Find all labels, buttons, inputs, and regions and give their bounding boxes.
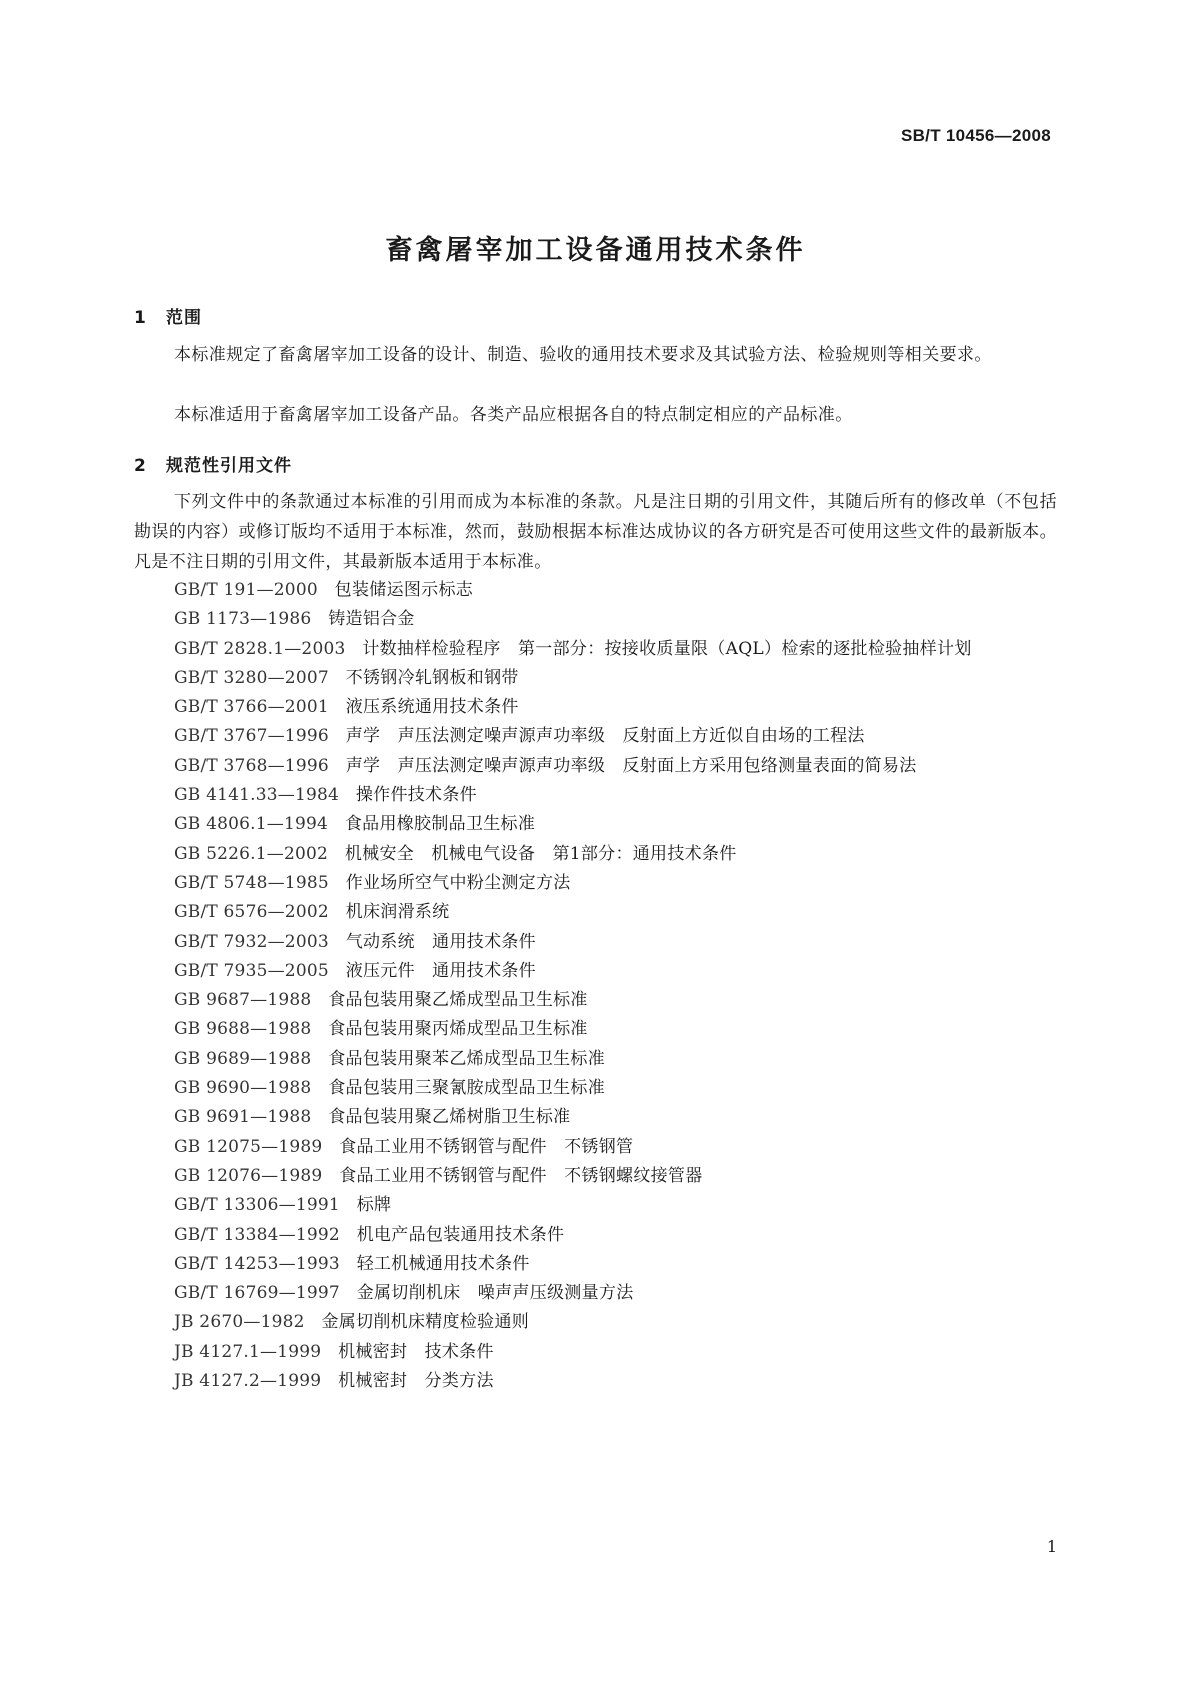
- reference-title: 作业场所空气中粉尘测定方法: [345, 872, 571, 893]
- reference-code: GB/T 14253—1993: [174, 1253, 340, 1274]
- reference-code: GB/T 3767—1996: [174, 726, 329, 747]
- reference-title: 金属切削机床精度检验通则: [321, 1312, 530, 1333]
- reference-item: [134, 1162, 1057, 1191]
- section-number: 1: [134, 308, 147, 328]
- reference-title: 液压系统通用技术条件: [345, 697, 519, 718]
- reference-code: GB/T 5748—1985: [174, 872, 329, 893]
- reference-code: GB/T 7935—2005: [174, 960, 329, 981]
- reference-item: [134, 928, 1057, 957]
- reference-title: 食品用橡胶制品卫生标准: [344, 814, 536, 835]
- reference-title: 不锈钢冷轧钢板和钢带: [345, 667, 519, 688]
- reference-item: [134, 664, 1057, 693]
- reference-title: 计数抽样检验程序 第一部分：按接收质量限（AQL）检索的逐批检验抽样计划: [362, 638, 972, 659]
- reference-item: [134, 1191, 1057, 1220]
- reference-code: JB 4127.1—1999: [174, 1341, 322, 1362]
- reference-item: [134, 722, 1057, 751]
- reference-item: [134, 1133, 1057, 1162]
- scope-paragraph: 本标准适用于畜禽屠宰加工设备产品。各类产品应根据各自的特点制定相应的产品标准。: [174, 405, 853, 425]
- reference-code: GB 5226.1—2002: [174, 843, 329, 864]
- scope-paragraph: 本标准规定了畜禽屠宰加工设备的设计、制造、验收的通用技术要求及其试验方法、检验规则等相关要求。: [174, 345, 992, 365]
- reference-item: [134, 1015, 1057, 1044]
- reference-item: [134, 840, 1057, 869]
- reference-code: GB/T 13306—1991: [174, 1195, 340, 1216]
- reference-item: [134, 605, 1057, 634]
- reference-item: [134, 810, 1057, 839]
- reference-list: [134, 576, 1057, 1396]
- reference-code: GB/T 3768—1996: [174, 755, 329, 776]
- section-title: 规范性引用文件: [166, 456, 292, 476]
- reference-code: GB 9688—1988: [174, 1019, 312, 1040]
- reference-title: 标牌: [356, 1195, 392, 1216]
- reference-code: GB/T 7932—2003: [174, 931, 329, 952]
- reference-code: GB/T 3280—2007: [174, 667, 329, 688]
- reference-code: GB 9689—1988: [174, 1048, 312, 1069]
- reference-code: GB 9691—1988: [174, 1107, 312, 1128]
- reference-title: 机电产品包装通用技术条件: [356, 1224, 565, 1245]
- reference-code: GB/T 13384—1992: [174, 1224, 340, 1245]
- reference-title: 液压元件 通用技术条件: [345, 960, 536, 981]
- reference-code: GB 12075—1989: [174, 1136, 323, 1157]
- page-number: 1: [1046, 1537, 1057, 1556]
- reference-title: 食品工业用不锈钢管与配件 不锈钢螺纹接管器: [339, 1165, 703, 1186]
- reference-title: 食品包装用聚乙烯树脂卫生标准: [328, 1107, 571, 1128]
- document-title: 畜禽屠宰加工设备通用技术条件: [385, 235, 806, 266]
- reference-item: [134, 1367, 1057, 1396]
- reference-code: GB/T 6576—2002: [174, 902, 329, 923]
- reference-title: 气动系统 通用技术条件: [345, 931, 536, 952]
- reference-title: 机械密封 分类方法: [338, 1371, 494, 1392]
- reference-item: [134, 752, 1057, 781]
- reference-item: [134, 986, 1057, 1015]
- reference-title: 机械安全 机械电气设备 第1部分：通用技术条件: [344, 843, 737, 864]
- reference-item: [134, 869, 1057, 898]
- section-title: 范围: [166, 308, 202, 328]
- reference-code: JB 4127.2—1999: [174, 1371, 322, 1392]
- reference-title: 金属切削机床 噪声声压级测量方法: [356, 1283, 634, 1304]
- references-intro: 下列文件中的条款通过本标准的引用而成为本标准的条款。凡是注日期的引用文件，其随后所有的修改单（不包括勘误的内容）或修订版均不适用于本标准，然而，鼓励根据本标准达成协议的各方研究是否可使用这些文件的最新版本。凡是不注日期的引用文件，其最新版本适用于本标准。: [134, 492, 1057, 572]
- reference-item: [134, 1308, 1057, 1337]
- section-heading-scope: [134, 303, 202, 328]
- reference-item: [134, 635, 1057, 664]
- reference-code: GB/T 2828.1—2003: [174, 638, 346, 659]
- reference-code: GB 1173—1986: [174, 609, 312, 630]
- reference-title: 食品包装用聚乙烯成型品卫生标准: [328, 990, 588, 1011]
- standard-code: SB/T 10456—2008: [900, 126, 1051, 145]
- reference-item: [134, 1338, 1057, 1367]
- reference-code: GB/T 16769—1997: [174, 1283, 340, 1304]
- reference-code: GB 4141.33—1984: [174, 785, 340, 806]
- reference-item: [134, 1074, 1057, 1103]
- reference-item: [134, 1279, 1057, 1308]
- reference-title: 轻工机械通用技术条件: [356, 1253, 530, 1274]
- reference-item: [134, 1045, 1057, 1074]
- reference-item: [134, 898, 1057, 927]
- reference-code: GB 4806.1—1994: [174, 814, 329, 835]
- reference-code: GB 9687—1988: [174, 990, 312, 1011]
- reference-title: 食品包装用聚苯乙烯成型品卫生标准: [328, 1048, 606, 1069]
- reference-title: 食品工业用不锈钢管与配件 不锈钢管: [339, 1136, 634, 1157]
- reference-title: 机械密封 技术条件: [338, 1341, 494, 1362]
- reference-item: [134, 1250, 1057, 1279]
- reference-title: 机床润滑系统: [345, 902, 450, 923]
- reference-item: [134, 1221, 1057, 1250]
- reference-item: [134, 1103, 1057, 1132]
- reference-title: 食品包装用聚丙烯成型品卫生标准: [328, 1019, 588, 1040]
- reference-code: GB/T 3766—2001: [174, 697, 329, 718]
- reference-title: 操作件技术条件: [355, 785, 477, 806]
- reference-title: 声学 声压法测定噪声源声功率级 反射面上方近似自由场的工程法: [345, 726, 865, 747]
- section-number: 2: [134, 456, 147, 476]
- reference-item: [134, 693, 1057, 722]
- reference-code: GB/T 191—2000: [174, 580, 318, 600]
- reference-item: [134, 781, 1057, 810]
- reference-code: GB 9690—1988: [174, 1078, 312, 1099]
- reference-code: JB 2670—1982: [174, 1312, 305, 1333]
- reference-title: 铸造铝合金: [328, 609, 415, 630]
- reference-item: [134, 576, 1057, 605]
- reference-code: GB 12076—1989: [174, 1165, 323, 1186]
- reference-title: 包装储运图示标志: [334, 580, 474, 600]
- reference-item: [134, 957, 1057, 986]
- reference-title: 食品包装用三聚氰胺成型品卫生标准: [328, 1078, 606, 1099]
- section-heading-references: [134, 451, 292, 476]
- reference-title: 声学 声压法测定噪声源声功率级 反射面上方采用包络测量表面的简易法: [345, 755, 917, 776]
